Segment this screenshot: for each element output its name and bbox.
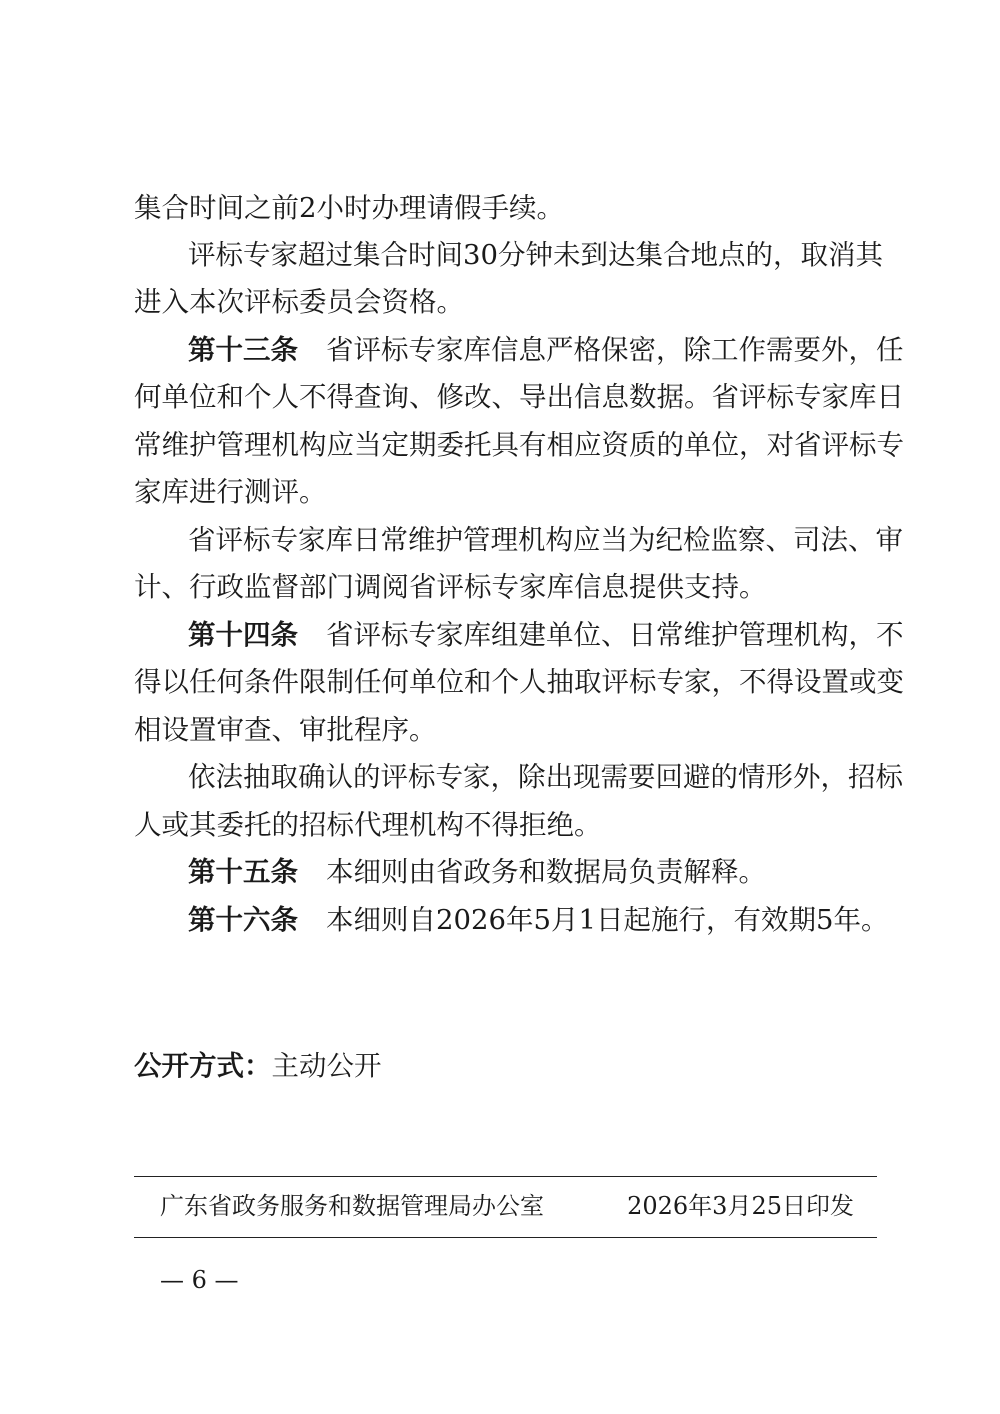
paragraph-line: 评标专家超过集合时间30分钟未到达集合地点的，取消其 [188,239,883,271]
paragraph-line: 人或其委托的招标代理机构不得拒绝。 [134,809,602,841]
disclosure-line [134,1046,382,1086]
issuer-name: 广东省政务服务和数据管理局办公室 [160,1192,544,1220]
footer-bottom-rule [134,1237,877,1238]
paragraph-line: 何单位和个人不得查询、修改、导出信息数据。省评标专家库日 [134,381,904,413]
article-15-text: 本细则由省政务和数据局负责解释。 [326,856,766,888]
paragraph-line: 省评标专家库日常维护管理机构应当为纪检监察、司法、审 [188,524,903,556]
disclosure-value: 主动公开 [271,1050,382,1082]
article-15-label: 第十五条 [188,856,298,888]
article-13-label: 第十三条 [188,334,298,366]
paragraph-line: 计、行政监督部门调阅省评标专家库信息提供支持。 [134,571,767,603]
article-13-text: 省评标专家库信息严格保密，除工作需要外，任 [326,334,904,366]
paragraph-line: 依法抽取确认的评标专家，除出现需要回避的情形外，招标 [188,761,903,793]
paragraph-line: 家库进行测评。 [134,476,327,508]
paragraph-line: 得以任何条件限制任何单位和个人抽取评标专家，不得设置或变 [134,666,904,698]
paragraph-line: 进入本次评标委员会资格。 [134,286,464,318]
paragraph-line: 相设置审查、审批程序。 [134,714,437,746]
article-15-line [188,852,879,892]
paragraph-line: 常维护管理机构应当定期委托具有相应资质的单位，对省评标专 [134,429,904,461]
footer-top-rule [134,1176,877,1177]
disclosure-label: 公开方式： [134,1050,272,1082]
article-16-text: 本细则自2026年5月1日起施行，有效期5年。 [326,904,889,936]
article-16-line [188,900,889,940]
continued-line: 集合时间之前2小时办理请假手续。 [134,192,564,224]
article-14-text: 省评标专家库组建单位、日常维护管理机构，不 [326,619,904,651]
page-number: — 6 — [160,1266,239,1294]
issue-date: 2026年3月25日印发 [627,1192,854,1220]
article-14-label: 第十四条 [188,619,298,651]
article-16-label: 第十六条 [188,904,298,936]
article-13-first-line [188,330,904,370]
article-14-first-line [188,615,904,655]
